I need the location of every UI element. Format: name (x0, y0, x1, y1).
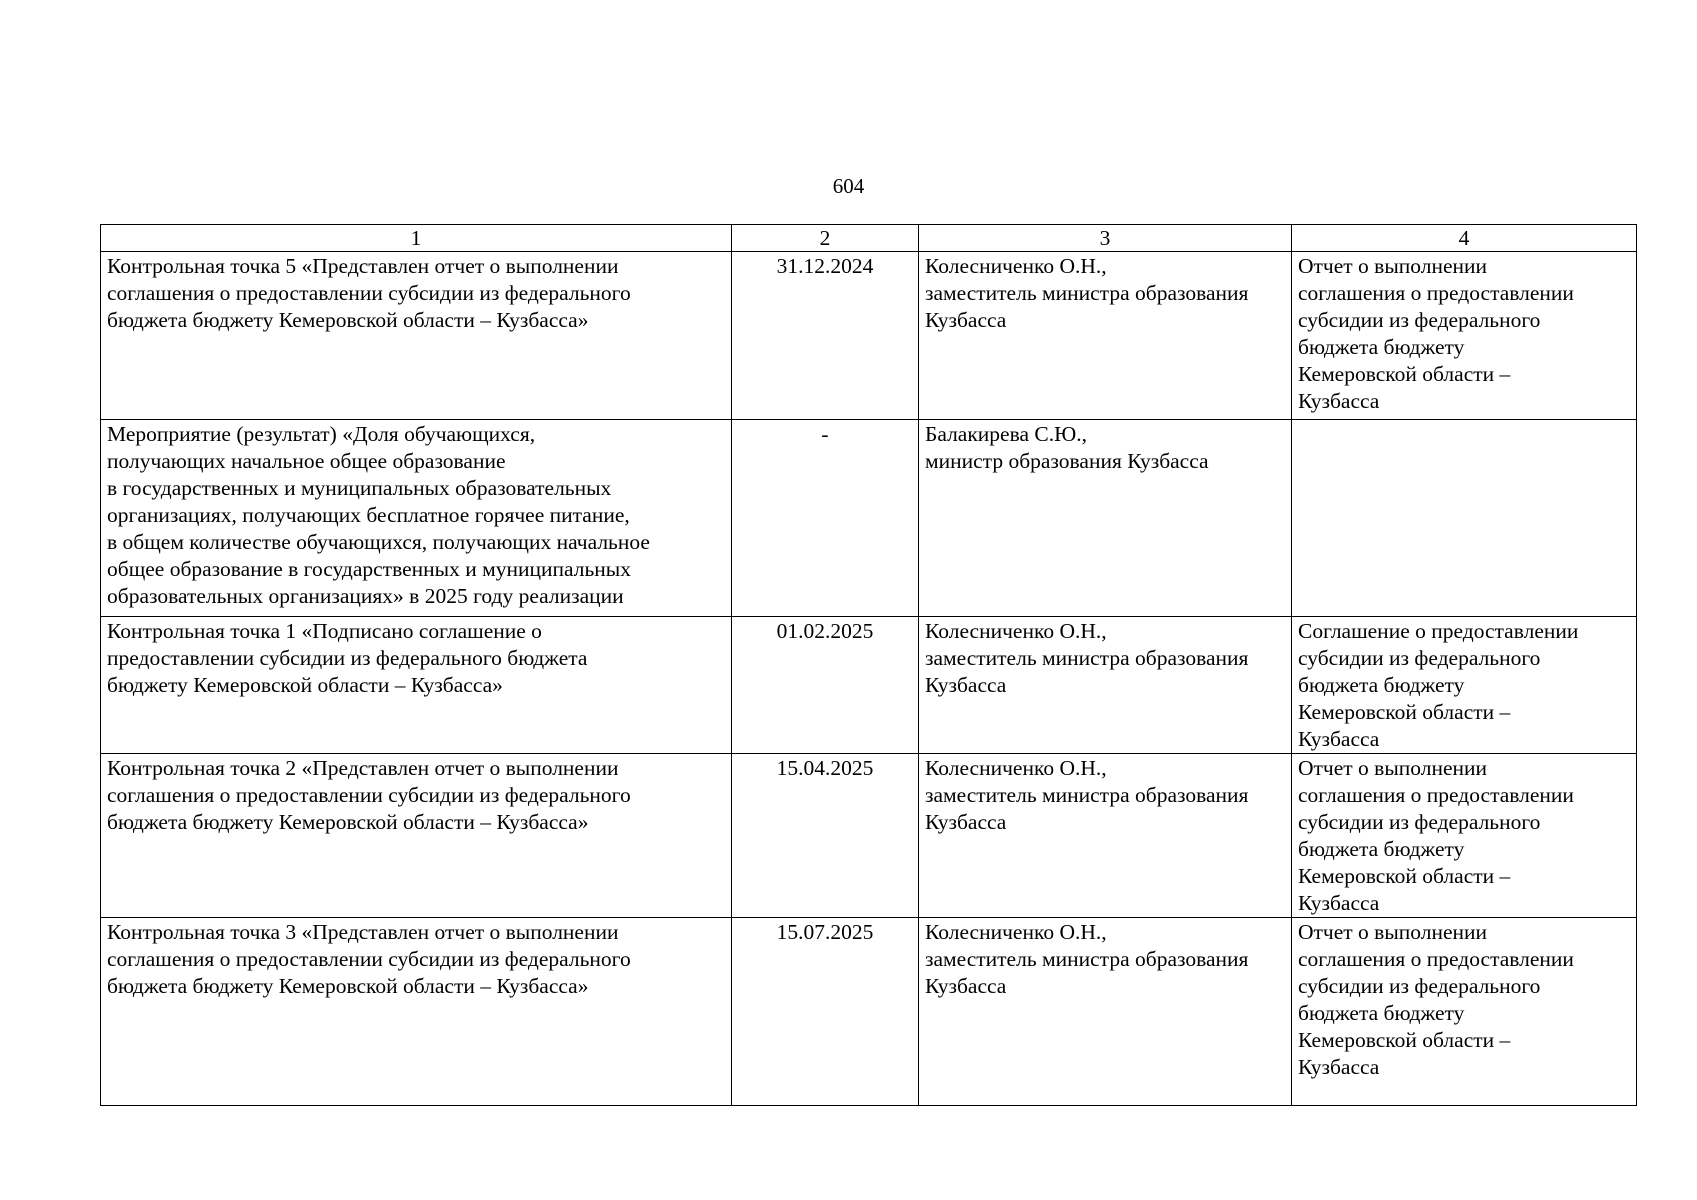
responsible-cell: Колесниченко О.Н., заместитель министра образования Кузбасса (919, 754, 1292, 918)
date-cell: 31.12.2024 (732, 252, 919, 420)
column-header: 4 (1292, 225, 1637, 252)
date-cell: - (732, 420, 919, 617)
event-cell: Контрольная точка 2 «Представлен отчет о выполнении соглашения о предоставлении субсидии из федерального бюджета бюджету Кемеровской области – Кузбасса» (101, 754, 732, 918)
document-cell (1292, 420, 1637, 617)
table-row (101, 617, 1637, 754)
responsible-cell: Колесниченко О.Н., заместитель министра образования Кузбасса (919, 918, 1292, 1106)
responsible-cell: Колесниченко О.Н., заместитель министра образования Кузбасса (919, 617, 1292, 754)
document-cell: Отчет о выполнении соглашения о предоставлении субсидии из федерального бюджета бюджету Кемеровской области – Кузбасса (1292, 252, 1637, 420)
responsible-cell: Колесниченко О.Н., заместитель министра образования Кузбасса (919, 252, 1292, 420)
event-cell: Мероприятие (результат) «Доля обучающихся, получающих начальное общее образование в государственных и муниципальных образовательных организациях, получающих бесплатное горячее питание, в общем количестве обучающихся, получающих начальное общее образование в государственных и муниципальных образовательных организациях» в 2025 году реализации (101, 420, 732, 617)
table-row (101, 252, 1637, 420)
date-cell: 15.04.2025 (732, 754, 919, 918)
responsible-cell: Балакирева С.Ю., министр образования Кузбасса (919, 420, 1292, 617)
column-header: 2 (732, 225, 919, 252)
date-cell: 01.02.2025 (732, 617, 919, 754)
event-cell: Контрольная точка 3 «Представлен отчет о выполнении соглашения о предоставлении субсидии из федерального бюджета бюджету Кемеровской области – Кузбасса» (101, 918, 732, 1106)
page-number: 604 (832, 174, 865, 198)
document-cell: Соглашение о предоставлении субсидии из федерального бюджета бюджету Кемеровской области – Кузбасса (1292, 617, 1637, 754)
event-cell: Контрольная точка 1 «Подписано соглашение о предоставлении субсидии из федерального бюджета бюджету Кемеровской области – Кузбасса» (101, 617, 732, 754)
column-header: 1 (101, 225, 732, 252)
document-cell: Отчет о выполнении соглашения о предоставлении субсидии из федерального бюджета бюджету Кемеровской области – Кузбасса (1292, 918, 1637, 1106)
document-cell: Отчет о выполнении соглашения о предоставлении субсидии из федерального бюджета бюджету Кемеровской области – Кузбасса (1292, 754, 1637, 918)
event-cell: Контрольная точка 5 «Представлен отчет о выполнении соглашения о предоставлении субсидии из федерального бюджета бюджету Кемеровской области – Кузбасса» (101, 252, 732, 420)
column-header: 3 (919, 225, 1292, 252)
table-header-row (101, 225, 1637, 252)
date-cell: 15.07.2025 (732, 918, 919, 1106)
document-table (100, 224, 1637, 1106)
table-row (101, 918, 1637, 1106)
table-row (101, 420, 1637, 617)
table-row (101, 754, 1637, 918)
